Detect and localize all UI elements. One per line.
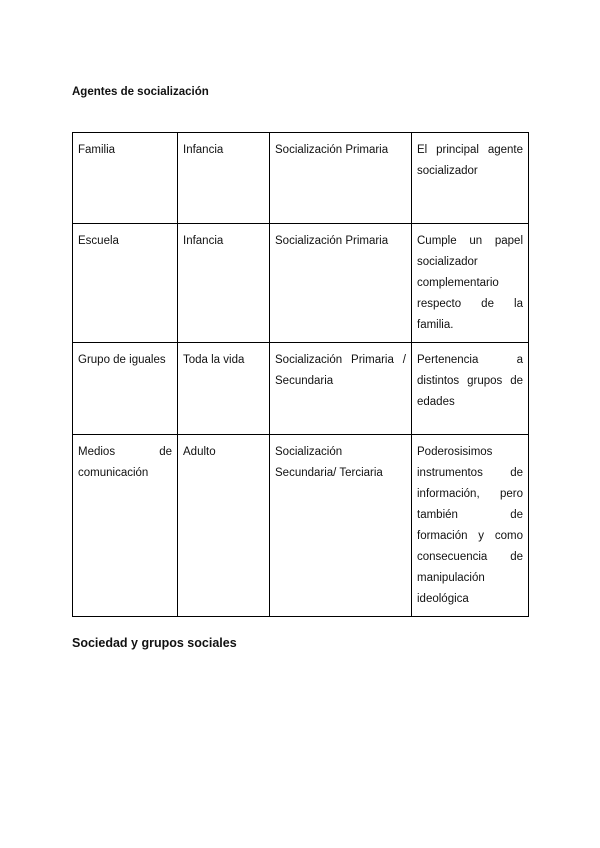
agent-cell: Grupo de iguales (73, 343, 178, 435)
section-heading-agentes: Agentes de socialización (72, 86, 209, 98)
section-heading-sociedad: Sociedad y grupos sociales (72, 636, 237, 650)
socialization-agents-table (72, 132, 529, 617)
agent-cell: Familia (73, 133, 178, 224)
socialization-type-cell: Socialización Secundaria/ Terciaria (270, 435, 412, 617)
socialization-type-cell: Socialización Primaria (270, 133, 412, 224)
description-cell: Pertenencia a distintos grupos de edades (412, 343, 529, 435)
table-row (73, 224, 529, 343)
description-cell: Poderosisimos instrumentos de información, pero también de formación y como consecuencia de manipulación ideológica (412, 435, 529, 617)
stage-cell: Infancia (178, 224, 270, 343)
table-row (73, 133, 529, 224)
socialization-type-cell: Socialización Primaria / Secundaria (270, 343, 412, 435)
stage-cell: Toda la vida (178, 343, 270, 435)
stage-cell: Adulto (178, 435, 270, 617)
description-cell: El principal agente socializador (412, 133, 529, 224)
agent-cell: Escuela (73, 224, 178, 343)
socialization-type-cell: Socialización Primaria (270, 224, 412, 343)
description-cell: Cumple un papel socializador complementario respecto de la familia. (412, 224, 529, 343)
stage-cell: Infancia (178, 133, 270, 224)
table-row (73, 343, 529, 435)
table-row (73, 435, 529, 617)
agent-cell: Medios de comunicación (73, 435, 178, 617)
